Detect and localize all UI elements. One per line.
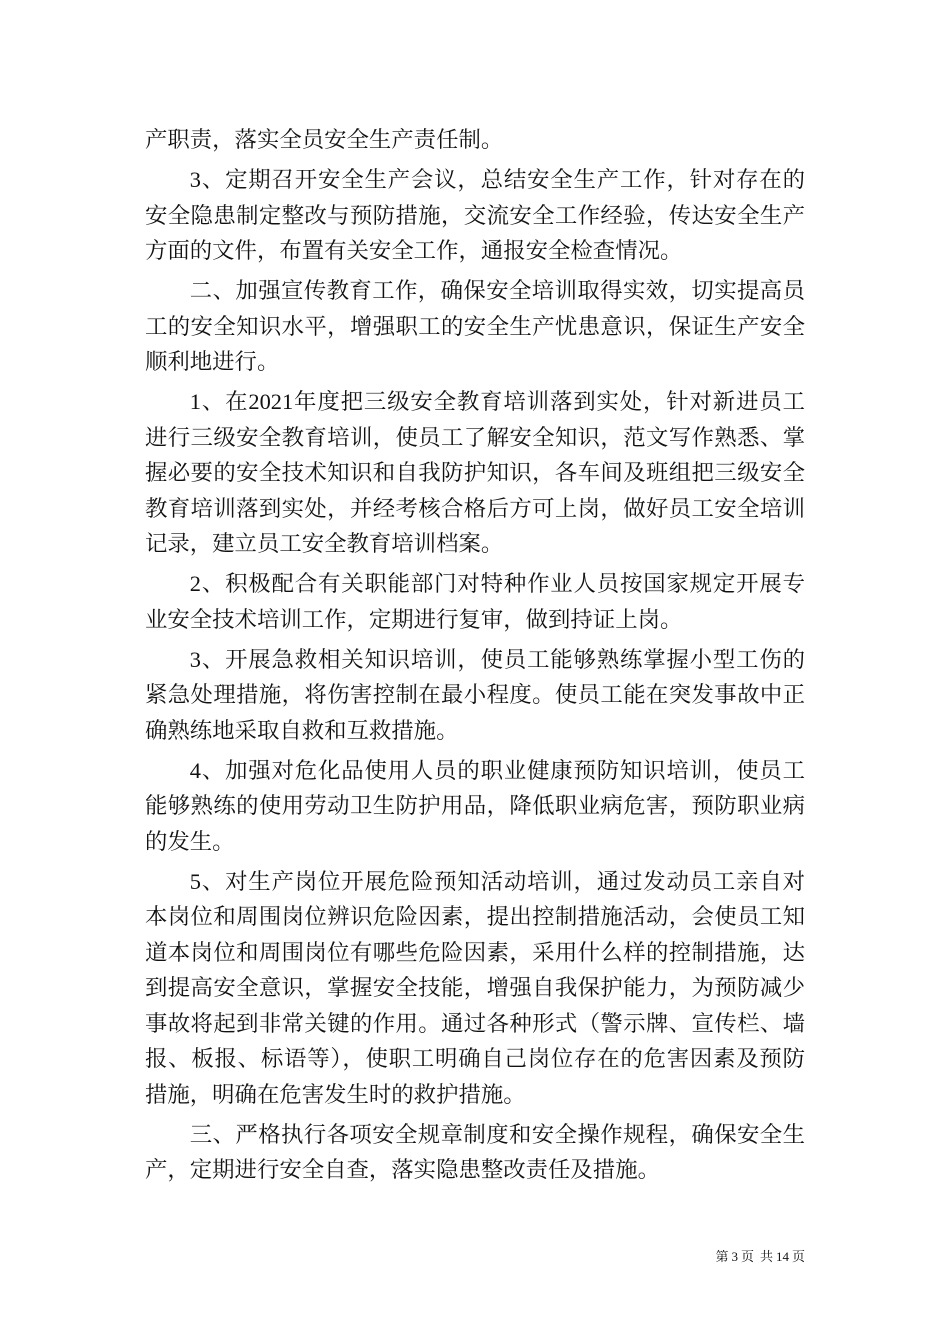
text-line: 能够熟练的使用劳动卫生防护用品，降低职业病危害，预防职业病 bbox=[145, 793, 805, 818]
paragraph-section-3-heading bbox=[145, 1117, 805, 1188]
footer-page-word: 页 bbox=[740, 1249, 754, 1264]
text-line: 3、定期召开安全生产会议，总结安全生产工作，针对存在的 bbox=[189, 167, 805, 192]
paragraph-item-4-occupational-health bbox=[145, 753, 805, 860]
text-line: 道本岗位和周围岗位有哪些危险因素，采用什么样的控制措施，达 bbox=[145, 939, 805, 965]
paragraph-item-5-hazard-prediction bbox=[145, 864, 805, 1113]
text-line: 工的安全知识水平，增强职工的安全生产忧患意识，保证生产安全 bbox=[145, 313, 805, 339]
footer-total-prefix: 共 bbox=[759, 1249, 773, 1264]
text-line: 5、对生产岗位开展危险预知活动培训，通过发动员工亲自对 bbox=[189, 868, 805, 894]
text-line: 1、在2021年度把三级安全教育培训落到实处，针对新进员工 bbox=[189, 389, 805, 414]
text-line: 紧急处理措施，将伤害控制在最小程度。使员工能在突发事故中正 bbox=[145, 682, 805, 707]
text-line: 产职责，落实全员安全生产责任制。 bbox=[145, 127, 504, 152]
footer-suffix: 页 bbox=[791, 1249, 805, 1264]
text-line: 安全隐患制定整改与预防措施，交流安全工作经验，传达安全生产 bbox=[145, 202, 805, 228]
text-line: 2、积极配合有关职能部门对特种作业人员按国家规定开展专 bbox=[189, 571, 805, 596]
paragraph-continuation bbox=[145, 122, 805, 158]
text-line: 3、开展急救相关知识培训，使员工能够熟练掌握小型工伤的 bbox=[189, 646, 805, 672]
text-line: 4、加强对危化品使用人员的职业健康预防知识培训，使员工 bbox=[189, 757, 805, 783]
footer-total-pages: 14 bbox=[775, 1249, 789, 1264]
text-line: 方面的文件，布置有关安全工作，通报安全检查情况。 bbox=[145, 238, 683, 263]
paragraph-section-2-heading bbox=[145, 273, 805, 380]
text-line: 顺利地进行。 bbox=[145, 349, 280, 374]
footer-prefix: 第 bbox=[715, 1249, 729, 1264]
text-line: 握必要的安全技术知识和自我防护知识，各车间及班组把三级安全 bbox=[145, 460, 805, 485]
text-line: 产，定期进行安全自查，落实隐患整改责任及措施。 bbox=[145, 1157, 660, 1182]
text-line: 业安全技术培训工作，定期进行复审，做到持证上岗。 bbox=[145, 606, 683, 632]
footer-current-page: 3 bbox=[731, 1249, 738, 1264]
text-line: 措施，明确在危害发生时的救护措施。 bbox=[145, 1081, 526, 1107]
document-body bbox=[145, 122, 805, 1192]
text-line: 报、板报、标语等），使职工明确自己岗位存在的危害因素及预防 bbox=[145, 1046, 805, 1071]
paragraph-item-3-first-aid bbox=[145, 642, 805, 749]
paragraph-item-1-training bbox=[145, 384, 805, 562]
text-line: 确熟练地采取自救和互救措施。 bbox=[145, 717, 459, 743]
paragraph-item-3-meetings bbox=[145, 162, 805, 269]
text-line: 记录，建立员工安全教育培训档案。 bbox=[145, 531, 504, 556]
text-line: 教育培训落到实处，并经考核合格后方可上岗，做好员工安全培训 bbox=[145, 495, 805, 521]
text-line: 事故将起到非常关键的作用。通过各种形式（警示牌、宣传栏、墙 bbox=[145, 1010, 805, 1036]
page-footer bbox=[715, 1248, 805, 1266]
text-line: 到提高安全意识，掌握安全技能，增强自我保护能力，为预防减少 bbox=[145, 975, 805, 1000]
text-line: 进行三级安全教育培训，使员工了解安全知识，范文写作熟悉、掌 bbox=[145, 424, 805, 450]
text-line: 二、加强宣传教育工作，确保安全培训取得实效，切实提高员 bbox=[189, 278, 805, 303]
paragraph-item-2-special-operations bbox=[145, 566, 805, 637]
text-line: 三、严格执行各项安全规章制度和安全操作规程，确保安全生 bbox=[189, 1121, 805, 1147]
text-line: 本岗位和周围岗位辨识危险因素，提出控制措施活动，会使员工知 bbox=[145, 904, 805, 929]
text-line: 的发生。 bbox=[145, 828, 235, 854]
